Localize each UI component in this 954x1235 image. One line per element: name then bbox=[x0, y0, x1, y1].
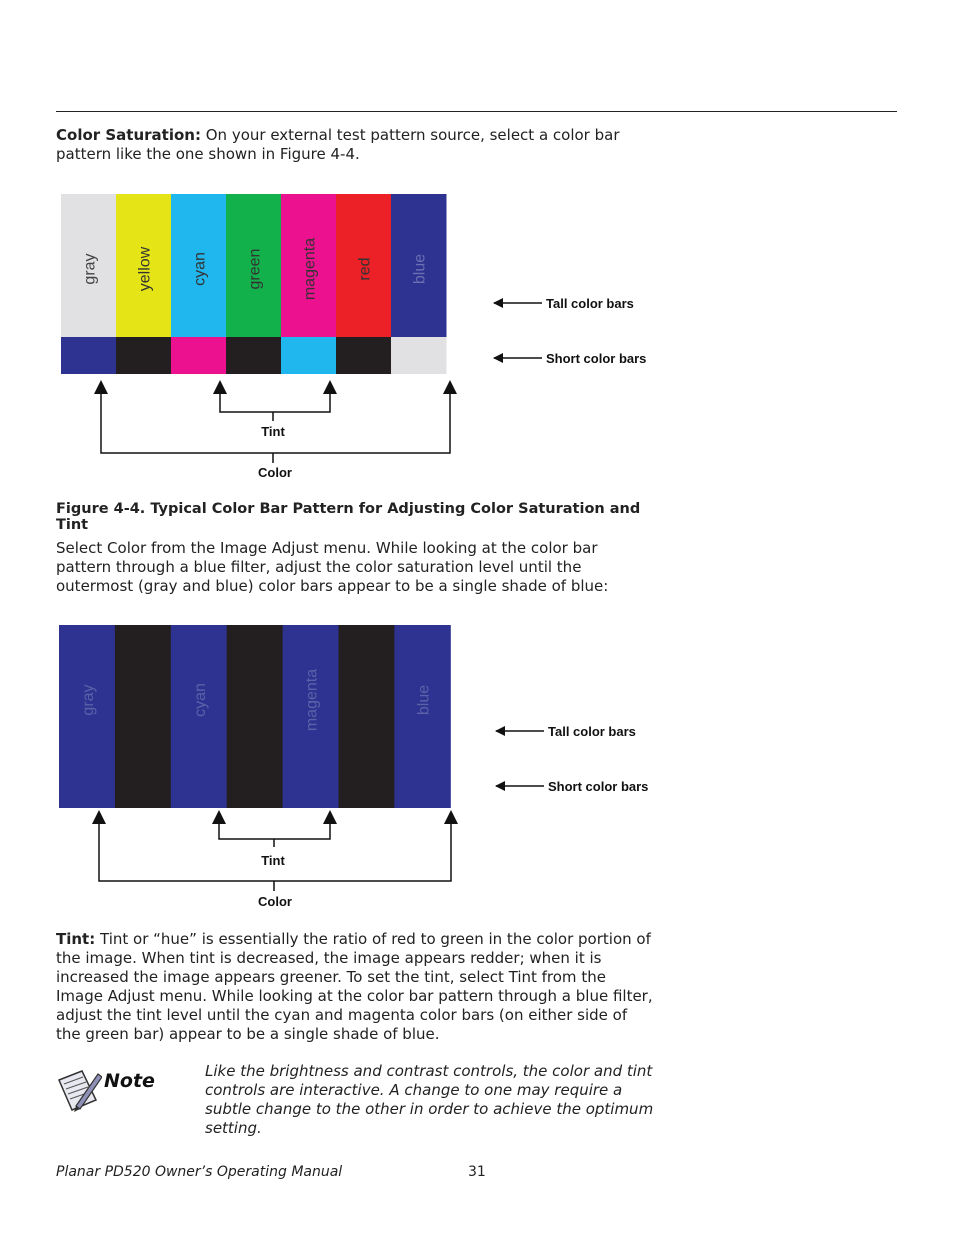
tint-arrow-right-2 bbox=[323, 810, 337, 824]
tall-bar-label-yellow: yellow bbox=[136, 246, 154, 292]
short-bar-5 bbox=[336, 337, 392, 374]
color-bracket bbox=[101, 388, 450, 453]
short-bar-3 bbox=[226, 337, 282, 374]
color-saturation-text: On your external test pattern source, select a color bar pattern like the one shown in Figure 4-4. bbox=[56, 126, 620, 163]
color-bracket-2 bbox=[99, 823, 451, 881]
color-arrow-left bbox=[94, 380, 108, 394]
short-bars-group bbox=[61, 337, 447, 374]
tint-label-2: Tint bbox=[261, 853, 285, 868]
short-bar-6 bbox=[391, 337, 447, 374]
short-bar-0 bbox=[61, 337, 117, 374]
filtered-bar-blue bbox=[394, 625, 450, 808]
short-bars-label-2: Short color bars bbox=[548, 779, 649, 794]
figure-blue-filter-bars bbox=[0, 612, 954, 917]
tall-bar-label-magenta: magenta bbox=[301, 237, 319, 301]
tint-bracket-2 bbox=[219, 823, 330, 839]
tint-arrow-left bbox=[213, 380, 227, 394]
figure-color-bars bbox=[0, 180, 954, 490]
filtered-bar-black-1 bbox=[115, 625, 171, 808]
header-rule bbox=[56, 111, 897, 112]
tint-paragraph bbox=[56, 930, 656, 1044]
footer-page-number: 31 bbox=[468, 1164, 486, 1180]
tall-bar-label-green: green bbox=[246, 248, 264, 290]
tall-bars-label: Tall color bars bbox=[546, 296, 634, 311]
tint-arrow-right bbox=[323, 380, 337, 394]
footer-manual-title: Planar PD520 Owner’s Operating Manual bbox=[56, 1164, 343, 1180]
select-color-paragraph: Select Color from the Image Adjust menu. While looking at the color bar pattern through a blue filter, adjust the color saturation level until the outermost (gray and blue) color bars appear to be a single shade of blue: bbox=[56, 539, 609, 595]
color-label-2: Color bbox=[258, 894, 292, 909]
color-arrow-left-2 bbox=[92, 810, 106, 824]
tint-bracket bbox=[220, 388, 330, 412]
note-pencil-icon bbox=[56, 1062, 102, 1118]
tall-bar-label-cyan: cyan bbox=[191, 252, 209, 286]
tint-label-text: Tint: bbox=[56, 930, 96, 948]
short-bar-2 bbox=[171, 337, 227, 374]
filtered-bar-label-blue: blue bbox=[415, 684, 433, 716]
tall-bars-label-2: Tall color bars bbox=[548, 724, 636, 739]
figure-caption: Figure 4-4. Typical Color Bar Pattern for Adjusting Color Saturation and Tint bbox=[56, 501, 641, 533]
short-bars-label: Short color bars bbox=[546, 351, 647, 366]
filtered-bar-black-5 bbox=[339, 625, 395, 808]
color-saturation-paragraph bbox=[56, 126, 656, 164]
tall-bar-label-gray: gray bbox=[81, 253, 99, 285]
tall-bar-label-blue: blue bbox=[411, 253, 429, 285]
filtered-bars-group bbox=[59, 625, 451, 808]
note-title: Note bbox=[104, 1070, 155, 1092]
tint-arrow-left-2 bbox=[212, 810, 226, 824]
tint-label: Tint bbox=[261, 424, 285, 439]
note-text: Like the brightness and contrast controls, the color and tint controls are interactive. A change to one may require a subtle change to the other in order to achieve the optimum setting. bbox=[205, 1062, 654, 1137]
short-bar-1 bbox=[116, 337, 172, 374]
tall-bar-label-red: red bbox=[356, 257, 374, 281]
color-arrow-right-2 bbox=[444, 810, 458, 824]
filtered-bar-label-magenta: magenta bbox=[303, 668, 321, 732]
color-label: Color bbox=[258, 465, 292, 480]
filtered-bar-black-3 bbox=[227, 625, 283, 808]
short-bar-4 bbox=[281, 337, 337, 374]
tint-text: Tint or “hue” is essentially the ratio of red to green in the color portion of the image. When tint is decreased, the image appears redder; when it is increased the image appears greener. To set the tint, select Tint from the Image Adjust menu. While looking at the color bar pattern through a blue filter, adjust the tint level until the cyan and magenta color bars (on either side of the green bar) appear to be a single shade of blue. bbox=[56, 930, 653, 1043]
filtered-bar-label-cyan: cyan bbox=[191, 683, 209, 717]
color-saturation-label: Color Saturation: bbox=[56, 126, 201, 144]
tall-bars-group bbox=[61, 194, 447, 337]
color-arrow-right bbox=[443, 380, 457, 394]
filtered-bar-label-gray: gray bbox=[79, 684, 97, 716]
